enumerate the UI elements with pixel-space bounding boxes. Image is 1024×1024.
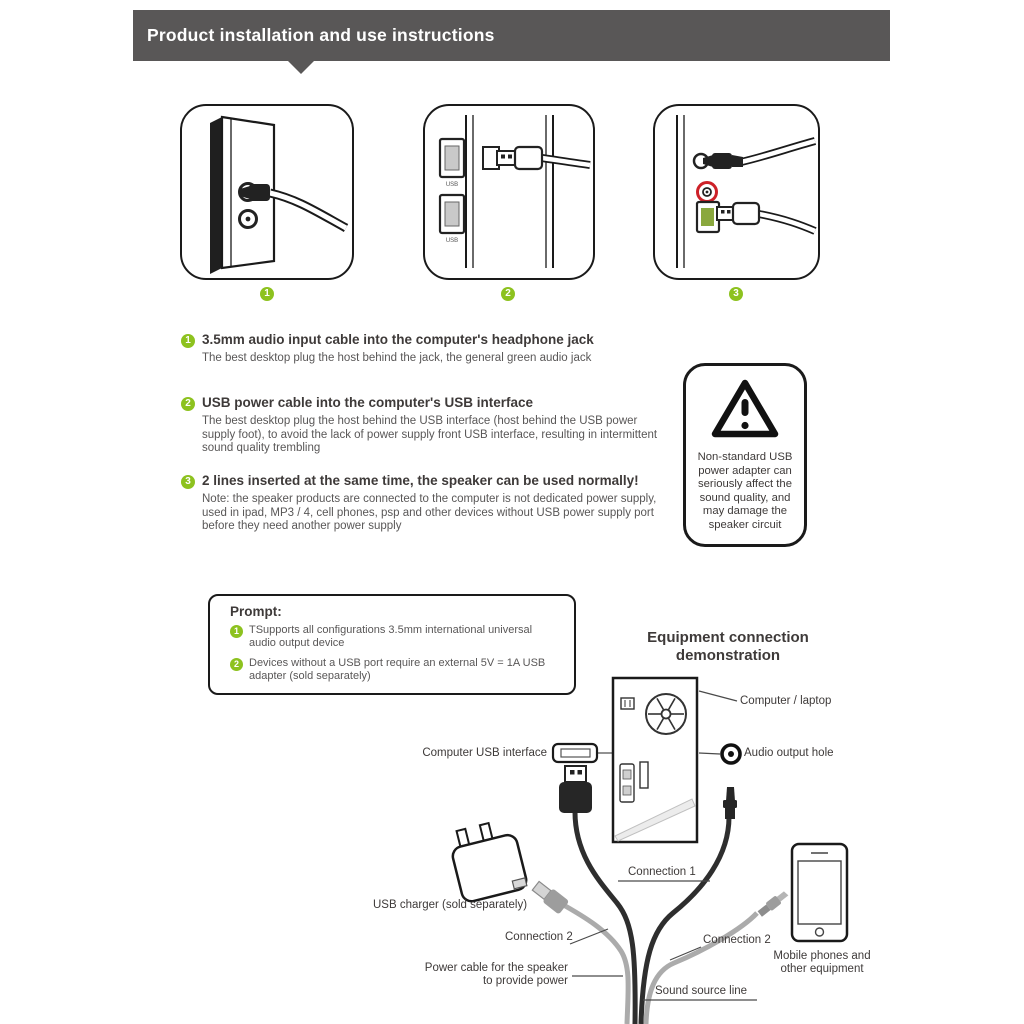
usb-ports-illustration [425,106,592,277]
svg-text:USB: USB [445,182,459,188]
instruction-badge-1: 1 [181,334,195,348]
mobile-phone-icon [792,844,847,941]
label-usb-charger: USB charger (sold separately) [373,899,528,911]
prompt-title: Prompt: [230,604,282,619]
label-computer-usb-interface: Computer USB interface [422,747,547,759]
label-computer-laptop: Computer / laptop [740,695,832,707]
dual-connection-illustration [655,106,817,277]
usb-charger-icon [447,818,528,904]
step-badge-3: 3 [729,287,743,301]
label-power-cable: Power cable for the speaker to provide power [424,962,568,987]
mobile-audio-cable [646,913,757,1024]
label-sound-source-line: Sound source line [655,985,748,997]
prompt-text-2: Devices without a USB port require an external 5V = 1A USB adapter (sold separately) [249,657,546,682]
label-connection-1: Connection 1 [628,866,696,878]
usb-plug-cable-icon [483,147,590,169]
audio-jack-illustration [182,106,351,277]
label-mobile-phones: Mobile phones and other equipment [773,950,871,975]
step-badge-1: 1 [260,287,274,301]
instruction-badge-2: 2 [181,397,195,411]
usb-plug-cable-icon [697,202,815,232]
audio-plug-cable-icon [694,141,815,169]
audio-output-hole-icon [722,745,740,763]
prompt-badge-2: 2 [230,658,243,671]
step-badge-2: 2 [501,287,515,301]
prompt-text-1: TSupports all configurations 3.5mm international universal audio output device [249,624,533,649]
source-audio-plug-icon [757,889,790,918]
usb-port-icon [440,139,464,188]
label-connection-2-right: Connection 2 [703,934,771,946]
instruction-badge-3: 3 [181,475,195,489]
svg-text:USB: USB [445,238,459,244]
label-audio-output-hole: Audio output hole [744,747,834,759]
prompt-badge-1: 1 [230,625,243,638]
instruction-title-1: 3.5mm audio input cable into the computer's headphone jack [202,332,594,347]
power-usb-connector-icon [530,879,569,915]
label-connection-2-left: Connection 2 [505,931,573,943]
page-title: Product installation and use instructions [147,25,495,45]
instruction-section-2 [181,395,672,456]
audio-plug-icon [723,787,737,819]
power-cable [560,903,628,1024]
demo-title: Equipment connection demonstration [647,629,809,664]
step-illustration-1 [180,104,354,280]
warning-text: Non-standard USB power adapter can seriously affect the sound quality, and may damage the speaker circuit [697,451,793,531]
prompt-item-1 [230,624,549,650]
instruction-title-2: USB power cable into the computer's USB interface [202,395,534,410]
usb-port-icon [440,195,464,244]
instruction-body-3: Note: the speaker products are connected to the computer is not dedicated power supply, used in ipad, MP3 / 4, cell phones, psp and other devices without USB power supply port before they need another power supply [202,493,657,532]
instruction-body-1: The best desktop plug the host behind the jack, the general green audio jack [202,352,592,364]
instruction-body-2: The best desktop plug the host behind the USB interface (host behind the USB power supply foot), to avoid the lack of power supply front USB interface, resulting in intermittent sound quality trembling [202,415,658,454]
instruction-title-3: 2 lines inserted at the same time, the speaker can be used normally! [202,473,639,488]
usb-plug-icon [559,766,592,813]
instruction-section-1 [181,332,701,366]
step-illustration-2 [423,104,595,280]
header-pointer-triangle [288,61,314,74]
instruction-section-3 [181,473,680,534]
warning-box [683,363,807,547]
step-illustration-3 [653,104,820,280]
page-header [133,10,890,61]
highlighted-audio-jack-icon [698,183,717,202]
computer-tower [613,678,697,842]
usb-interface-icon [553,744,597,762]
warning-triangle-icon [710,378,780,440]
fan-icon [646,694,686,734]
